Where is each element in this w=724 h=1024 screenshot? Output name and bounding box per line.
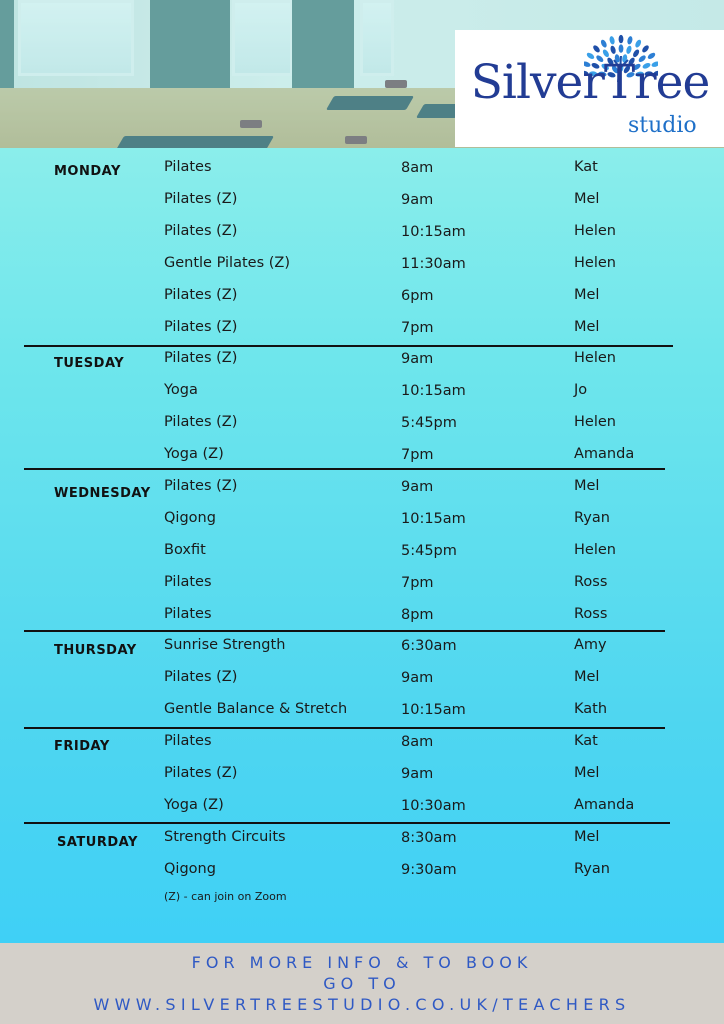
class-time: 8pm [401, 606, 434, 623]
class-name: Pilates (Z) [164, 286, 238, 303]
class-time: 11:30am [401, 255, 466, 272]
class-teacher: Mel [574, 318, 600, 335]
class-name: Pilates (Z) [164, 764, 238, 781]
footer-line-1: FOR MORE INFO & TO BOOK [191, 953, 533, 972]
class-time: 7pm [401, 574, 434, 591]
class-teacher: Helen [574, 541, 616, 558]
class-teacher: Ryan [574, 860, 610, 877]
class-teacher: Helen [574, 350, 616, 366]
class-time: 10:15am [401, 510, 466, 527]
class-time: 9am [401, 765, 434, 782]
day-divider [24, 822, 670, 824]
class-teacher: Amy [574, 637, 607, 653]
class-teacher: Ryan [574, 509, 610, 526]
class-time: 10:15am [401, 701, 466, 718]
class-teacher: Ross [574, 573, 608, 590]
day-label-thursday: THURSDAY [54, 643, 137, 658]
class-time: 8:30am [401, 830, 457, 846]
class-time: 7pm [401, 319, 434, 336]
footer [0, 943, 724, 1024]
class-name: Yoga (Z) [164, 445, 224, 462]
day-divider [24, 727, 665, 729]
class-teacher: Helen [574, 222, 616, 239]
logo-sub: studio [628, 113, 697, 138]
class-name: Pilates (Z) [164, 318, 238, 335]
class-name: Pilates [164, 159, 212, 175]
class-name: Pilates (Z) [164, 222, 238, 239]
class-name: Boxfit [164, 541, 206, 558]
class-teacher: Kat [574, 733, 598, 749]
class-time: 6pm [401, 287, 434, 304]
class-teacher: Mel [574, 668, 600, 685]
class-name: Pilates (Z) [164, 413, 238, 430]
day-divider [24, 630, 665, 632]
class-name: Pilates (Z) [164, 190, 238, 207]
class-time: 9am [401, 669, 434, 686]
class-name: Sunrise Strength [164, 637, 286, 653]
class-name: Gentle Pilates (Z) [164, 254, 290, 271]
class-name: Qigong [164, 509, 216, 526]
class-teacher: Kat [574, 159, 598, 175]
class-time: 9am [401, 351, 434, 367]
class-teacher: Ross [574, 605, 608, 622]
class-teacher: Mel [574, 764, 600, 781]
day-label-saturday: SATURDAY [57, 835, 138, 850]
class-time: 10:30am [401, 797, 466, 814]
class-name: Pilates (Z) [164, 350, 238, 366]
class-name: Pilates [164, 733, 212, 749]
footer-line-2: GO TO [323, 974, 401, 993]
class-teacher: Mel [574, 190, 600, 207]
class-time: 6:30am [401, 638, 457, 654]
class-name: Pilates [164, 605, 212, 622]
day-label-friday: FRIDAY [54, 739, 110, 754]
class-time: 8am [401, 160, 434, 176]
class-teacher: Helen [574, 254, 616, 271]
day-divider [24, 345, 673, 347]
class-teacher: Mel [574, 829, 600, 845]
zoom-note: (Z) - can join on Zoom [164, 890, 287, 903]
class-time: 9am [401, 191, 434, 208]
class-teacher: Jo [574, 381, 588, 398]
class-teacher: Mel [574, 286, 600, 303]
footer-website-link[interactable]: WWW.SILVERTREESTUDIO.CO.UK/TEACHERS [93, 995, 631, 1014]
class-teacher: Helen [574, 413, 616, 430]
day-label-monday: MONDAY [54, 164, 121, 179]
class-time: 10:15am [401, 382, 466, 399]
class-time: 7pm [401, 446, 434, 463]
class-time: 8am [401, 734, 434, 750]
class-name: Pilates (Z) [164, 668, 238, 685]
day-label-wednesday: WEDNESDAY [54, 486, 151, 501]
class-time: 10:15am [401, 223, 466, 240]
class-name: Yoga [164, 381, 198, 398]
logo-name: SilverTree [470, 55, 710, 110]
class-teacher: Kath [574, 700, 608, 717]
class-name: Strength Circuits [164, 829, 286, 845]
class-time: 9:30am [401, 861, 457, 878]
class-name: Gentle Balance & Stretch [164, 700, 348, 717]
class-time: 9am [401, 479, 434, 495]
class-name: Yoga (Z) [164, 796, 224, 813]
class-teacher: Amanda [574, 445, 635, 462]
day-label-tuesday: TUESDAY [54, 356, 125, 371]
class-time: 5:45pm [401, 542, 457, 559]
class-time: 5:45pm [401, 414, 457, 431]
class-name: Pilates [164, 573, 212, 590]
class-name: Qigong [164, 860, 216, 877]
class-name: Pilates (Z) [164, 478, 238, 494]
day-divider [24, 468, 665, 470]
class-teacher: Amanda [574, 796, 635, 813]
class-teacher: Mel [574, 478, 600, 494]
